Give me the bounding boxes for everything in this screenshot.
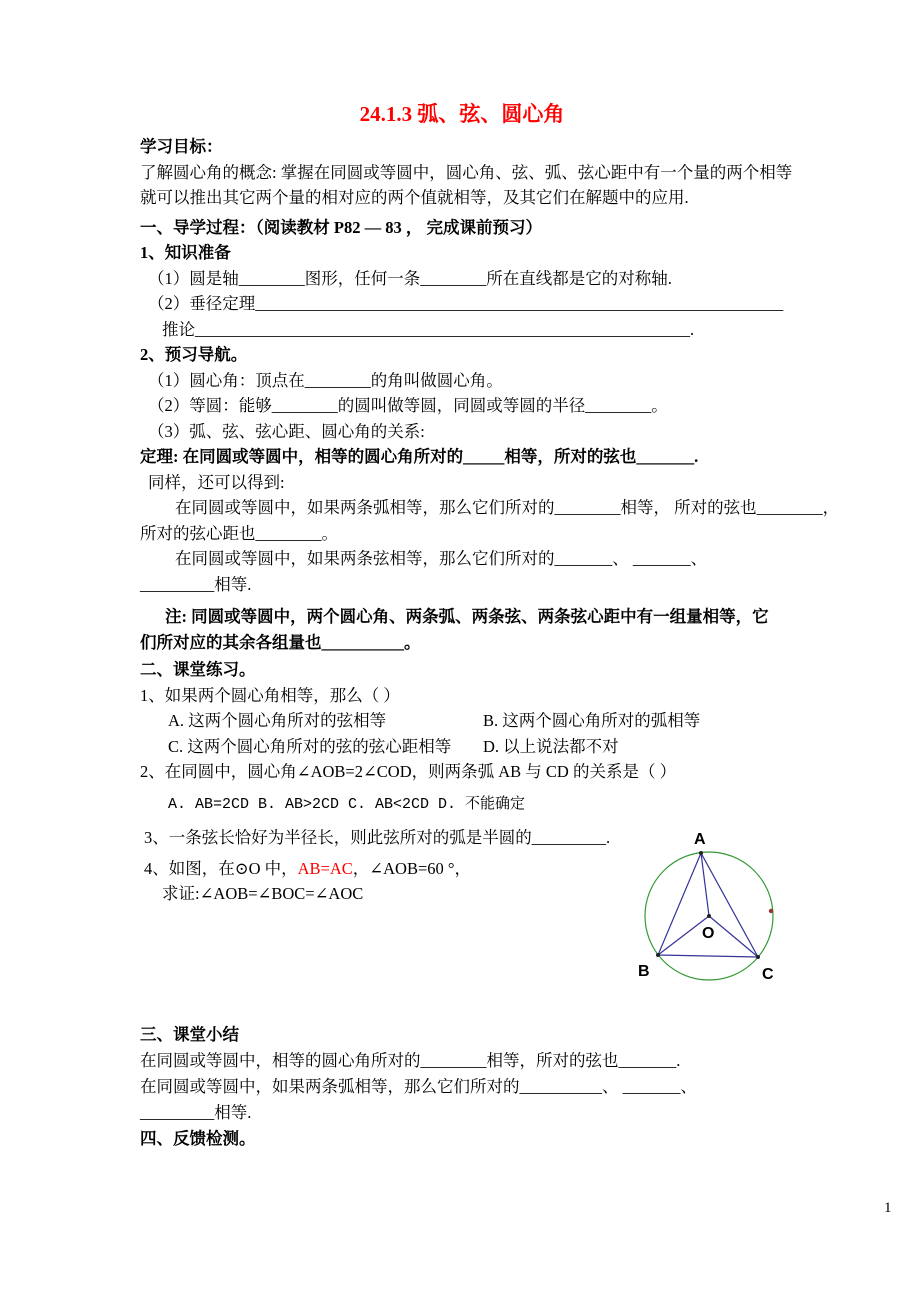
q4-prove-line: 求证:∠AOB=∠BOC=∠AOC — [162, 884, 364, 903]
page-title: 24.1.3 弧、弦、圆心角 — [359, 102, 565, 126]
objectives-heading: 学习目标： — [140, 137, 223, 156]
circle-diagram — [606, 824, 811, 999]
q1-option-b: B. 这两个圆心角所对的弧相等 — [483, 711, 701, 730]
summary-line-3: _________相等. — [140, 1103, 252, 1122]
feedback-heading: 四、反馈检测。 — [140, 1129, 256, 1148]
red-dot — [769, 909, 773, 913]
q1-option-a: A. 这两个圆心角所对的弦相等 — [168, 711, 387, 730]
prep-item-1: （1）圆是轴________图形，任何一条________所在直线都是它的对称轴. — [148, 268, 672, 288]
section-1-heading: 一、导学过程：（阅读教材 P82 — 83 ， 完成课前预习） — [140, 217, 542, 237]
summary-line-2: 在同圆或等圆中，如果两条弧相等，那么它们所对的__________、 _______、 — [140, 1077, 697, 1096]
corollary-chord-line-1: 在同圆或等圆中，如果两条弦相等，那么它们所对的_______、 _______、 — [175, 549, 708, 568]
point-a — [699, 851, 703, 855]
theorem-line: 定理: 在同圆或等圆中，相等的圆心角所对的_____相等，所对的弦也_______. — [140, 447, 699, 466]
note-line-1: 注: 同圆或等圆中，两个圆心角、两条弧、两条弦、两条弦心距中有一组量相等，它 — [165, 607, 769, 626]
summary-line-1: 在同圆或等圆中，相等的圆心角所对的________相等，所对的弦也_______. — [140, 1051, 681, 1070]
prep-item-2: （2）垂径定理________________________________________________________________ — [148, 294, 784, 313]
corollary-chord-line-2: _________相等. — [140, 574, 252, 594]
q4-stem-prefix: 4、如图，在⊙O 中， — [144, 858, 298, 878]
worksheet-content — [140, 100, 840, 907]
q1-stem: 1、如果两个圆心角相等，那么（ ） — [140, 685, 400, 705]
radius-oa — [701, 853, 709, 916]
note-line-2: 们所对应的其余各组量也__________。 — [140, 632, 421, 652]
preview-item-1: （1）圆心角：顶点在________的角叫做圆心角。 — [148, 370, 503, 390]
label-o: O — [702, 925, 715, 942]
objectives-line-1: 了解圆心角的概念: 掌握在同圆或等圆中，圆心角、弦、弧、弦心距中有一个量的两个相等 — [140, 162, 793, 182]
q1-option-c: C. 这两个圆心角所对的弦的弦心距相等 — [168, 736, 452, 756]
corollary-arc-line-2: 所对的弦心距也________。 — [140, 523, 338, 543]
preview-item-2: （2）等圆：能够________的圆叫做等圆，同圆或等圆的半径________。 — [148, 396, 668, 415]
q2-options: A. AB=2CD B. AB>2CD C. AB<2CD D. 不能确定 — [168, 795, 526, 813]
q4-given-equation: AB=AC — [297, 858, 353, 878]
corollary-arc-line-1: 在同圆或等圆中，如果两条弧相等，那么它们所对的________相等， 所对的弦也________， — [175, 498, 840, 517]
objectives-line-2: 就可以推出其它两个量的相对应的两个值就相等，及其它们在解题中的应用. — [140, 188, 689, 207]
label-c: C — [762, 966, 774, 983]
point-c — [756, 955, 760, 959]
knowledge-prep-heading: 1、知识准备 — [140, 243, 231, 262]
q4-stem-suffix: ，∠AOB=60 °， — [352, 858, 471, 878]
practice-heading: 二、课堂练习。 — [140, 660, 256, 679]
point-o — [707, 914, 711, 918]
preview-heading: 2、预习导航。 — [140, 345, 248, 364]
preview-item-3: （3）弧、弦、弦心距、圆心角的关系: — [148, 421, 425, 441]
label-a: A — [694, 831, 706, 848]
q3-stem: 3、一条弦长恰好为半径长，则此弦所对的弧是半圆的_________. — [144, 828, 611, 847]
page-number: 1 — [884, 1200, 892, 1216]
q1-options-row-2 — [140, 734, 816, 760]
also-line: 同样，还可以得到: — [148, 472, 285, 492]
radius-oc — [709, 916, 758, 957]
q2-stem: 2、在同圆中，圆心角∠AOB=2∠COD，则两条弧 AB 与 CD 的关系是（ ） — [140, 762, 677, 781]
label-b: B — [638, 963, 650, 980]
q1-option-d: D. 以上说法都不对 — [483, 736, 619, 756]
prep-item-corollary: 推论____________________________________________________________. — [162, 319, 695, 339]
summary-heading: 三、课堂小结 — [140, 1025, 239, 1044]
q1-options-row-1 — [140, 708, 816, 734]
summary-section — [140, 1022, 816, 1152]
point-b — [656, 953, 660, 957]
